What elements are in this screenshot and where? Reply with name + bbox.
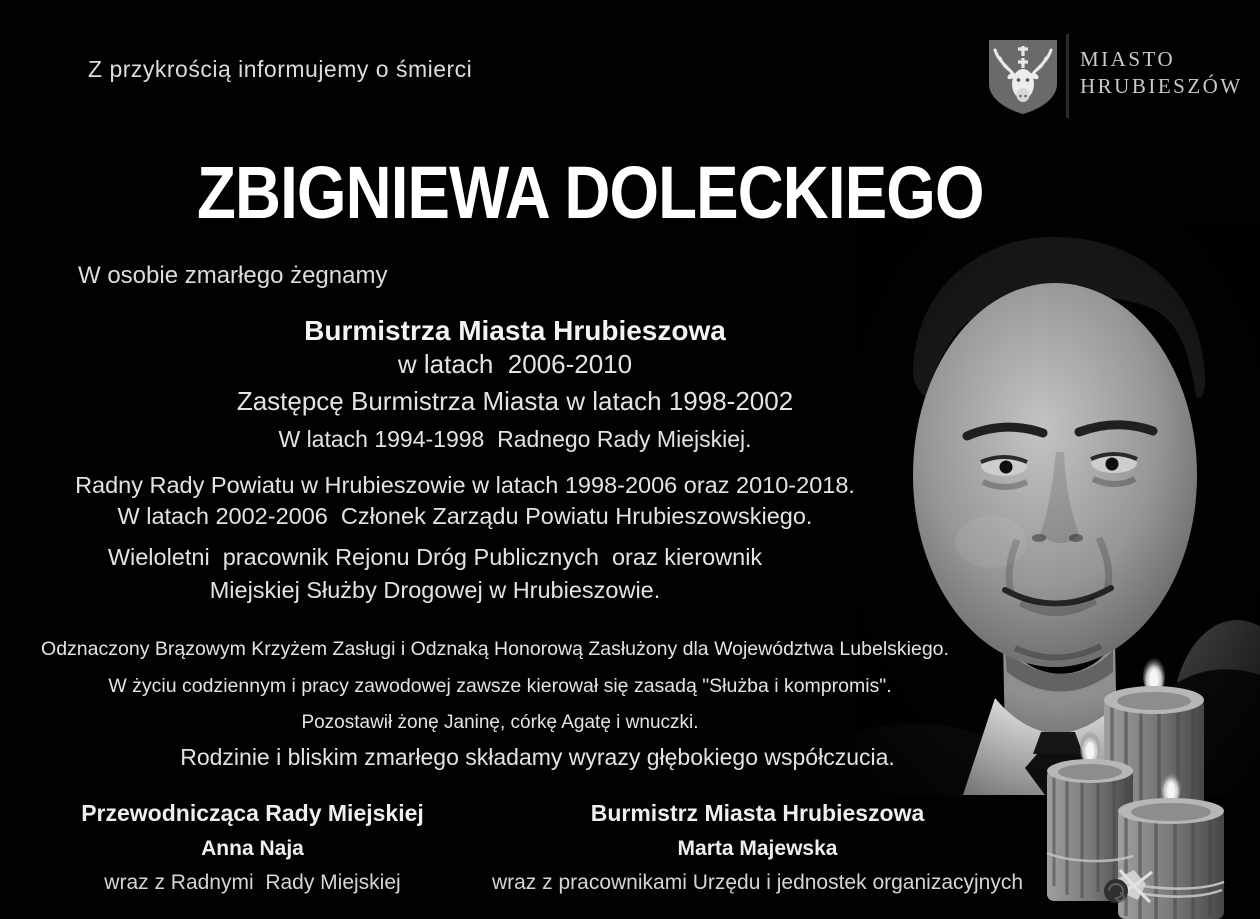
signature-left-title: Przewodnicząca Rady Miejskiej — [81, 800, 424, 826]
signature-council-chair — [55, 798, 450, 895]
county-service-block — [0, 470, 930, 532]
logo-divider — [1066, 34, 1069, 118]
tribute-motto: W życiu codziennym i pracy zawodowej zawsze kierował się zasadą "Służba i kompromis". — [108, 675, 892, 697]
intro-text: Z przykrością informujemy o śmierci — [88, 56, 473, 82]
career-block — [0, 541, 870, 607]
signature-right-subtitle: wraz z pracownikami Urzędu i jednostek organizacyjnych — [491, 871, 1024, 894]
positions-block — [155, 314, 875, 454]
career-line1: Wieloletni pracownik Rejonu Dróg Publicznych oraz kierownik — [107, 544, 763, 570]
deceased-name — [0, 151, 1180, 234]
county-service-line2: W latach 2002-2006 Członek Zarządu Powiatu Hrubieszowskiego. — [117, 503, 813, 529]
position-deputy-mayor: Zastępcę Burmistrza Miasta w latach 1998-2002 — [236, 386, 794, 416]
signature-left-name: Anna Naja — [201, 837, 304, 860]
position-councillor: W latach 1994-1998 Radnego Rady Miejskiej. — [278, 426, 752, 452]
career-line2: Miejskiej Służby Drogowej w Hrubieszowie. — [209, 577, 661, 603]
city-emblem-icon — [983, 36, 1063, 116]
tribute-honors: Odznaczony Brązowym Krzyżem Zasługi i Odznaką Honorową Zasłużony dla Województwa Lubelskiego. — [41, 638, 949, 660]
signature-mayor — [480, 798, 1035, 895]
position-mayor-years: w latach 2006-2010 — [397, 349, 633, 379]
city-logo-line1: MIASTO — [1080, 47, 1176, 71]
county-service-line1: Radny Rady Powiatu w Hrubieszowie w latach 1998-2006 oraz 2010-2018. — [75, 472, 855, 498]
signature-left-subtitle: wraz z Radnymi Rady Miejskiej — [104, 871, 401, 894]
deceased-name-text: ZBIGNIEWA DOLECKIEGO — [196, 151, 984, 234]
farewell-intro: W osobie zmarłego żegnamy — [78, 262, 388, 289]
tribute-family: Pozostawił żonę Janinę, córkę Agatę i wnuczki. — [301, 712, 699, 733]
city-logo-line2: HRUBIESZÓW — [1080, 74, 1243, 98]
signature-right-name: Marta Majewska — [677, 837, 838, 860]
city-logo-text — [1080, 46, 1243, 100]
memorial-candles-icon — [1038, 648, 1260, 919]
position-mayor: Burmistrza Miasta Hrubieszowa — [304, 315, 726, 346]
tribute-condolences: Rodzinie i bliskim zmarłego składamy wyrazy głębokiego współczucia. — [180, 744, 895, 770]
signature-right-title: Burmistrz Miasta Hrubieszowa — [590, 800, 925, 826]
